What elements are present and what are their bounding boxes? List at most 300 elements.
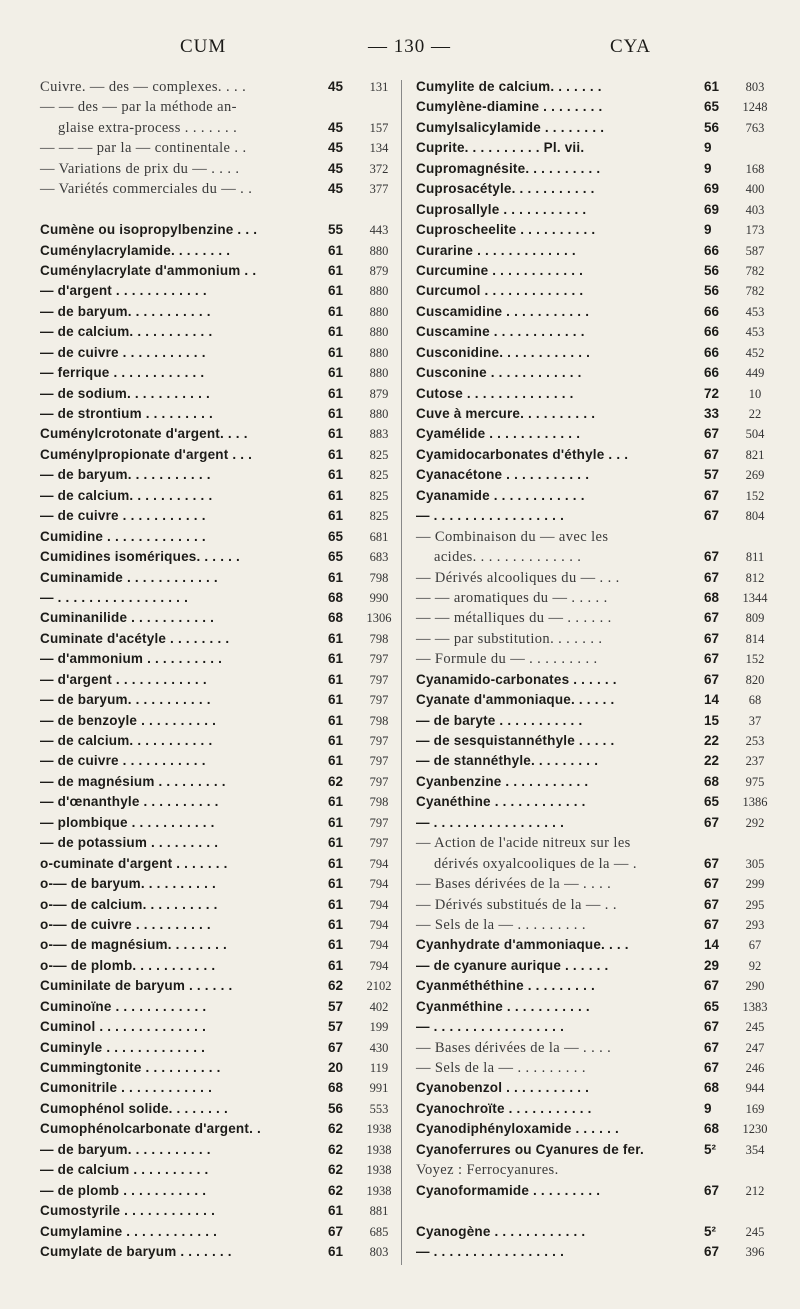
entry-page: 782 — [745, 263, 765, 278]
entry-volume: 61 — [328, 733, 344, 748]
entry-volume: 68 — [704, 1080, 720, 1096]
entry-name: Cumophénol solide. . . . . . . . — [40, 1100, 228, 1116]
entry-name: Cyanméthéthine . . . . . . . . . — [416, 978, 595, 994]
entry-page: 354 — [745, 1142, 765, 1157]
index-entry — [40, 976, 400, 996]
index-entry — [416, 1038, 776, 1058]
entry-name: Cusconidine. . . . . . . . . . . . — [416, 344, 591, 360]
entry-name: Cuminate d'acétyle . . . . . . . . — [40, 630, 230, 646]
entry-page: 811 — [745, 550, 765, 565]
index-entry — [40, 588, 400, 608]
entry-name: Cyanméthine . . . . . . . . . . . — [416, 998, 590, 1014]
entry-name: Cuproscheelite . . . . . . . . . . — [416, 222, 596, 238]
entry-volume: 67 — [704, 549, 720, 565]
entry-volume: 57 — [328, 1019, 344, 1035]
entry-name: — de benzoyle . . . . . . . . . . — [40, 712, 217, 728]
entry-volume: 61 — [328, 876, 344, 892]
entry-volume: 67 — [704, 855, 720, 871]
entry-name: — ferrique . . . . . . . . . . . . — [40, 365, 205, 381]
entry-volume: 61 — [328, 344, 344, 360]
entry-name: Cutose . . . . . . . . . . . . . . — [416, 385, 574, 401]
entry-page: 798 — [369, 631, 389, 646]
entry-volume: 61 — [328, 794, 344, 810]
entry-page: 292 — [745, 815, 765, 830]
entry-volume: 61 — [328, 712, 344, 728]
entry-page: 794 — [369, 958, 389, 973]
index-entry — [40, 1119, 400, 1139]
index-entry — [40, 97, 400, 117]
entry-page: 880 — [369, 366, 389, 381]
entry-page: 1248 — [742, 100, 768, 115]
entry-name: Curarine . . . . . . . . . . . . . — [416, 242, 576, 258]
entry-name: — de potassium . . . . . . . . . — [40, 835, 219, 851]
entry-name: — de calcium. . . . . . . . . . . — [40, 487, 213, 503]
index-entry — [416, 363, 776, 383]
entry-page: 245 — [745, 1224, 765, 1239]
entry-name: — de calcium. . . . . . . . . . . — [40, 733, 213, 748]
index-entry — [416, 445, 776, 465]
index-entry — [40, 1099, 400, 1119]
entry-name: — de baryte . . . . . . . . . . . — [416, 712, 583, 728]
entry-page: 1230 — [742, 1122, 768, 1137]
index-entry — [416, 404, 776, 424]
entry-name: Cummingtonite . . . . . . . . . . — [40, 1060, 221, 1075]
entry-name: — d'argent . . . . . . . . . . . . — [40, 283, 207, 299]
index-entry — [416, 527, 776, 547]
entry-name: Cuménylcrotonate d'argent. . . . — [40, 426, 248, 442]
entry-volume: 22 — [704, 733, 720, 748]
entry-page: 880 — [369, 325, 389, 340]
entry-page: 798 — [369, 713, 389, 728]
index-entry — [416, 200, 776, 220]
entry-page: 253 — [745, 734, 765, 748]
entry-volume: 61 — [328, 916, 344, 932]
index-entry — [40, 792, 400, 812]
page-header — [40, 36, 760, 66]
entry-page: 2102 — [366, 979, 392, 994]
entry-name: Cumène ou isopropylbenzine . . . — [40, 222, 258, 238]
entry-page: 825 — [369, 488, 389, 503]
entry-page: 295 — [745, 897, 765, 912]
index-entry — [416, 751, 776, 771]
index-entry — [416, 895, 776, 915]
index-entry — [416, 220, 776, 240]
entry-page: 1938 — [366, 1142, 392, 1157]
entry-volume: 67 — [704, 426, 720, 442]
entry-volume: 67 — [704, 569, 720, 585]
entry-name: — Variations de prix du — . . . . — [40, 160, 240, 177]
index-entry — [40, 384, 400, 404]
entry-name: Cumophénolcarbonate d'argent. . — [40, 1121, 261, 1137]
entry-volume: 14 — [704, 692, 720, 708]
index-entry — [416, 1058, 776, 1078]
index-entry — [40, 1181, 400, 1201]
entry-volume: 67 — [704, 446, 720, 462]
entry-page: 119 — [369, 1061, 389, 1075]
entry-page: 293 — [745, 917, 765, 932]
entry-volume: 61 — [328, 814, 344, 830]
entry-name: Cumylamine . . . . . . . . . . . . — [40, 1223, 218, 1239]
index-entry — [40, 343, 400, 363]
entry-name: — de cuivre . . . . . . . . . . . — [40, 344, 206, 360]
entry-name: — de baryum. . . . . . . . . . . — [40, 692, 211, 708]
entry-name: — — par substitution. . . . . . . — [416, 630, 603, 647]
entry-page: 453 — [745, 325, 765, 340]
entry-name: Cupromagnésite. . . . . . . . . . — [416, 160, 601, 176]
index-entry — [40, 281, 400, 301]
entry-volume: 62 — [328, 978, 344, 994]
entry-name: — de baryum. . . . . . . . . . . — [40, 1141, 211, 1157]
entry-page: 975 — [745, 774, 765, 789]
entry-page: 797 — [369, 754, 389, 769]
index-entry — [416, 302, 776, 322]
entry-name: o-— de calcium. . . . . . . . . . — [40, 896, 218, 912]
entry-name: Cyanodiphényloxamide . . . . . . — [416, 1121, 619, 1137]
index-entry — [40, 486, 400, 506]
entry-name: — Action de l'acide nitreux sur les — [416, 835, 631, 852]
entry-name: Cuprosallyle . . . . . . . . . . . — [416, 201, 587, 217]
entry-page: 820 — [745, 672, 765, 687]
index-entry — [416, 690, 776, 710]
entry-name: — de sodium. . . . . . . . . . . — [40, 385, 210, 401]
entry-page: 879 — [369, 263, 389, 278]
entry-page: 809 — [745, 611, 765, 626]
entry-page: 683 — [369, 550, 389, 565]
entry-page: 168 — [745, 161, 765, 176]
entry-page: 798 — [369, 795, 389, 810]
entry-name: Cuscamine . . . . . . . . . . . . — [416, 324, 585, 340]
entry-page: 797 — [369, 693, 389, 708]
entry-volume: 68 — [328, 1080, 344, 1096]
entry-volume: 61 — [328, 753, 344, 769]
entry-page: 10 — [748, 386, 762, 401]
entry-name: — Combinaison du — avec les — [416, 528, 609, 545]
index-entry — [416, 772, 776, 792]
entry-name: — . . . . . . . . . . . . . . . . . — [416, 508, 565, 524]
index-entry — [40, 200, 400, 220]
index-entry — [40, 690, 400, 710]
index-entry — [416, 1160, 776, 1180]
entry-volume: 9 — [704, 1100, 712, 1116]
entry-volume: 72 — [704, 385, 720, 401]
index-entry — [416, 77, 776, 97]
index-entry — [40, 424, 400, 444]
entry-page: 430 — [369, 1040, 389, 1055]
entry-volume: 61 — [328, 426, 344, 442]
entry-name: — de cuivre . . . . . . . . . . . — [40, 508, 206, 524]
index-entry — [40, 1222, 400, 1242]
index-entry — [40, 629, 400, 649]
entry-volume: 66 — [704, 344, 720, 360]
entry-volume: 55 — [328, 222, 344, 238]
entry-page: 797 — [369, 652, 389, 667]
index-entry — [416, 854, 776, 874]
entry-page: 681 — [369, 529, 389, 544]
entry-volume: 66 — [704, 303, 720, 319]
index-entry — [416, 343, 776, 363]
entry-page: 212 — [745, 1183, 765, 1198]
entry-volume: 61 — [328, 303, 344, 319]
entry-page: 685 — [369, 1224, 389, 1239]
entry-page: 825 — [369, 447, 389, 462]
entry-volume: 61 — [328, 487, 344, 503]
entry-name: Cyanobenzol . . . . . . . . . . . — [416, 1080, 590, 1096]
index-entry — [40, 608, 400, 628]
index-entry — [40, 118, 400, 138]
entry-volume: 67 — [704, 630, 720, 646]
index-entry — [416, 138, 776, 158]
entry-volume: 61 — [328, 630, 344, 646]
index-entry — [40, 568, 400, 588]
entry-page: 797 — [369, 815, 389, 830]
entry-name: Cusconine . . . . . . . . . . . . — [416, 365, 582, 381]
entry-volume: 15 — [704, 712, 720, 728]
entry-volume: 67 — [704, 1019, 720, 1035]
entry-name: — d'ammonium . . . . . . . . . . — [40, 651, 223, 667]
entry-page: 173 — [745, 223, 765, 238]
entry-volume: 56 — [704, 119, 720, 135]
entry-name: glaise extra-process . . . . . . . — [58, 119, 238, 136]
index-entry — [416, 568, 776, 588]
entry-name: Cuminamide . . . . . . . . . . . . — [40, 569, 218, 585]
entry-page: 68 — [748, 693, 762, 708]
index-entry — [416, 1078, 776, 1098]
index-entry — [40, 445, 400, 465]
entry-page: 246 — [745, 1061, 765, 1075]
entry-page: 880 — [369, 243, 389, 258]
entry-name: — Bases dérivées de la — . . . . — [416, 1039, 612, 1056]
entry-name: Cyamélide . . . . . . . . . . . . — [416, 426, 581, 442]
entry-page: 553 — [369, 1101, 389, 1116]
entry-page: 247 — [745, 1040, 765, 1055]
entry-name: — d'argent . . . . . . . . . . . . — [40, 671, 207, 687]
entry-name: — de cyanure aurique . . . . . . — [416, 957, 609, 973]
entry-name: — de baryum. . . . . . . . . . . — [40, 467, 211, 483]
entry-page: 990 — [369, 590, 389, 605]
entry-page: 299 — [745, 877, 765, 892]
index-entry — [416, 997, 776, 1017]
index-entry — [416, 608, 776, 628]
index-entry — [416, 424, 776, 444]
entry-volume: 61 — [704, 79, 720, 94]
entry-page: 794 — [369, 877, 389, 892]
entry-name: — Variétés commerciales du — . . — [40, 181, 253, 198]
entry-volume: 61 — [328, 692, 344, 708]
entry-page: 812 — [745, 570, 765, 585]
entry-volume: 65 — [328, 549, 344, 565]
entry-page: 402 — [369, 999, 389, 1014]
entry-name: Curcumol . . . . . . . . . . . . . — [416, 283, 584, 299]
index-entry — [40, 404, 400, 424]
entry-name: Cuminol . . . . . . . . . . . . . . — [40, 1019, 207, 1035]
entry-volume: 9 — [704, 160, 712, 176]
entry-page: 797 — [369, 672, 389, 687]
entry-name: Cuprosacétyle. . . . . . . . . . . — [416, 181, 595, 197]
entry-name: — Sels de la — . . . . . . . . . — [416, 916, 586, 933]
entry-page: 794 — [369, 938, 389, 953]
entry-volume: 68 — [328, 589, 344, 605]
entry-page: 372 — [369, 161, 389, 176]
index-entry — [40, 1140, 400, 1160]
entry-page: 1344 — [742, 590, 768, 605]
entry-volume: 67 — [704, 1060, 720, 1075]
index-entry — [40, 833, 400, 853]
index-entry — [40, 915, 400, 935]
entry-page: 453 — [745, 304, 765, 319]
entry-name: Cyanamide . . . . . . . . . . . . — [416, 487, 585, 503]
entry-name: Cuménylpropionate d'argent . . . — [40, 446, 253, 462]
entry-volume: 61 — [328, 467, 344, 483]
entry-volume: 9 — [704, 140, 712, 156]
entry-volume: 66 — [704, 365, 720, 381]
entry-volume: 62 — [328, 1141, 344, 1157]
entry-page: 22 — [748, 407, 762, 421]
entry-name: Cumonitrile . . . . . . . . . . . . — [40, 1080, 213, 1096]
entry-page: 1938 — [366, 1183, 392, 1198]
entry-name: Cuménylacrylate d'ammonium . . — [40, 262, 257, 278]
entry-volume: 67 — [704, 1243, 720, 1259]
entry-page: 152 — [745, 652, 765, 667]
entry-page: 1383 — [742, 999, 768, 1014]
entry-page: 237 — [745, 754, 765, 769]
entry-name: Cuprite. . . . . . . . . . Pl. vii. — [416, 140, 585, 156]
entry-name: o-cuminate d'argent . . . . . . . — [40, 855, 228, 871]
entry-name: — Formule du — . . . . . . . . . — [416, 651, 598, 668]
index-entry — [40, 322, 400, 342]
entry-volume: 65 — [704, 99, 720, 115]
entry-volume: 67 — [704, 610, 720, 626]
left-index-column — [40, 77, 400, 1262]
entry-page: 797 — [369, 734, 389, 748]
entry-volume: 62 — [328, 1182, 344, 1198]
entry-name: Cyanochroïte . . . . . . . . . . . — [416, 1100, 592, 1116]
index-entry — [40, 179, 400, 199]
entry-name: Cyanbenzine . . . . . . . . . . . — [416, 773, 589, 789]
entry-name: — . . . . . . . . . . . . . . . . . — [416, 1243, 565, 1259]
entry-volume: 56 — [704, 262, 720, 278]
index-entry — [416, 322, 776, 342]
entry-volume: 61 — [328, 671, 344, 687]
entry-volume: 61 — [328, 508, 344, 524]
entry-name: — de magnésium . . . . . . . . . — [40, 773, 226, 789]
entry-name: Cumylsalicylamide . . . . . . . . — [416, 119, 605, 135]
entry-page: 880 — [369, 284, 389, 299]
index-entry — [416, 1222, 776, 1242]
entry-page: 944 — [745, 1081, 765, 1096]
index-entry — [416, 384, 776, 404]
entry-page: 797 — [369, 774, 389, 789]
entry-page: 403 — [745, 202, 765, 217]
entry-name: Cumylate de baryum . . . . . . . — [40, 1243, 232, 1259]
index-entry — [40, 751, 400, 771]
entry-page: 400 — [745, 182, 765, 197]
index-entry — [416, 649, 776, 669]
index-entry — [416, 1099, 776, 1119]
entry-name: Cumidines isomériques. . . . . . — [40, 549, 240, 565]
index-entry — [416, 465, 776, 485]
index-entry — [40, 1242, 400, 1262]
index-entry — [40, 935, 400, 955]
column-divider — [401, 80, 402, 1265]
index-entry — [416, 874, 776, 894]
entry-page: 804 — [745, 509, 765, 524]
entry-name: Cuminoïne . . . . . . . . . . . . — [40, 998, 207, 1014]
entry-name: — de cuivre . . . . . . . . . . . — [40, 753, 206, 769]
entry-name: — — des — par la méthode an- — [40, 99, 237, 116]
index-entry — [40, 895, 400, 915]
entry-volume: 45 — [328, 160, 344, 176]
entry-volume: 67 — [704, 814, 720, 830]
entry-volume: 61 — [328, 283, 344, 299]
entry-page: 825 — [369, 509, 389, 524]
index-entry — [416, 97, 776, 117]
entry-volume: 61 — [328, 835, 344, 851]
entry-page: 763 — [745, 120, 765, 135]
entry-page: 134 — [369, 141, 389, 156]
header-right: CYA — [610, 36, 652, 57]
entry-volume: 61 — [328, 1243, 344, 1259]
entry-page: 880 — [369, 345, 389, 360]
entry-volume: 20 — [328, 1060, 344, 1075]
entry-name: Cuminyle . . . . . . . . . . . . . — [40, 1039, 206, 1055]
entry-page: 377 — [369, 182, 389, 197]
index-entry — [40, 711, 400, 731]
entry-name: Cyanoferrures ou Cyanures de fer. — [416, 1141, 644, 1157]
entry-volume: 61 — [328, 855, 344, 871]
entry-page: 794 — [369, 917, 389, 932]
index-entry — [40, 1201, 400, 1221]
entry-volume: 14 — [704, 937, 720, 953]
entry-volume: 65 — [328, 528, 344, 544]
entry-volume: 61 — [328, 324, 344, 340]
entry-page: 169 — [745, 1101, 765, 1116]
entry-page: 504 — [745, 427, 765, 442]
entry-page: 396 — [745, 1244, 765, 1259]
entry-volume: 62 — [328, 1121, 344, 1137]
entry-page: 825 — [369, 468, 389, 483]
index-entry — [40, 854, 400, 874]
entry-volume: 5² — [704, 1223, 717, 1239]
entry-page: 37 — [748, 713, 762, 728]
index-entry — [416, 711, 776, 731]
entry-name: Cuscamidine . . . . . . . . . . . — [416, 303, 590, 319]
index-entry — [40, 649, 400, 669]
index-entry — [416, 915, 776, 935]
entry-page: 67 — [748, 938, 762, 953]
index-entry — [416, 588, 776, 608]
entry-volume: 56 — [328, 1100, 344, 1116]
entry-volume: 67 — [704, 508, 720, 524]
index-entry — [416, 486, 776, 506]
entry-name: — de baryum. . . . . . . . . . . — [40, 303, 211, 319]
entry-page: 199 — [369, 1020, 389, 1035]
index-entry — [416, 833, 776, 853]
index-entry — [416, 118, 776, 138]
entry-volume: 61 — [328, 896, 344, 912]
entry-name: — de sesquistannéthyle . . . . . — [416, 733, 615, 748]
index-entry — [40, 527, 400, 547]
index-entry — [40, 363, 400, 383]
entry-volume: 45 — [328, 79, 344, 94]
entry-volume: 5² — [704, 1141, 717, 1157]
index-entry — [416, 281, 776, 301]
index-entry — [40, 997, 400, 1017]
entry-page: 803 — [369, 1244, 389, 1259]
entry-volume: 45 — [328, 119, 344, 135]
entry-volume: 68 — [328, 610, 344, 626]
index-entry — [40, 1078, 400, 1098]
entry-name: — de calcium. . . . . . . . . . . — [40, 324, 213, 340]
